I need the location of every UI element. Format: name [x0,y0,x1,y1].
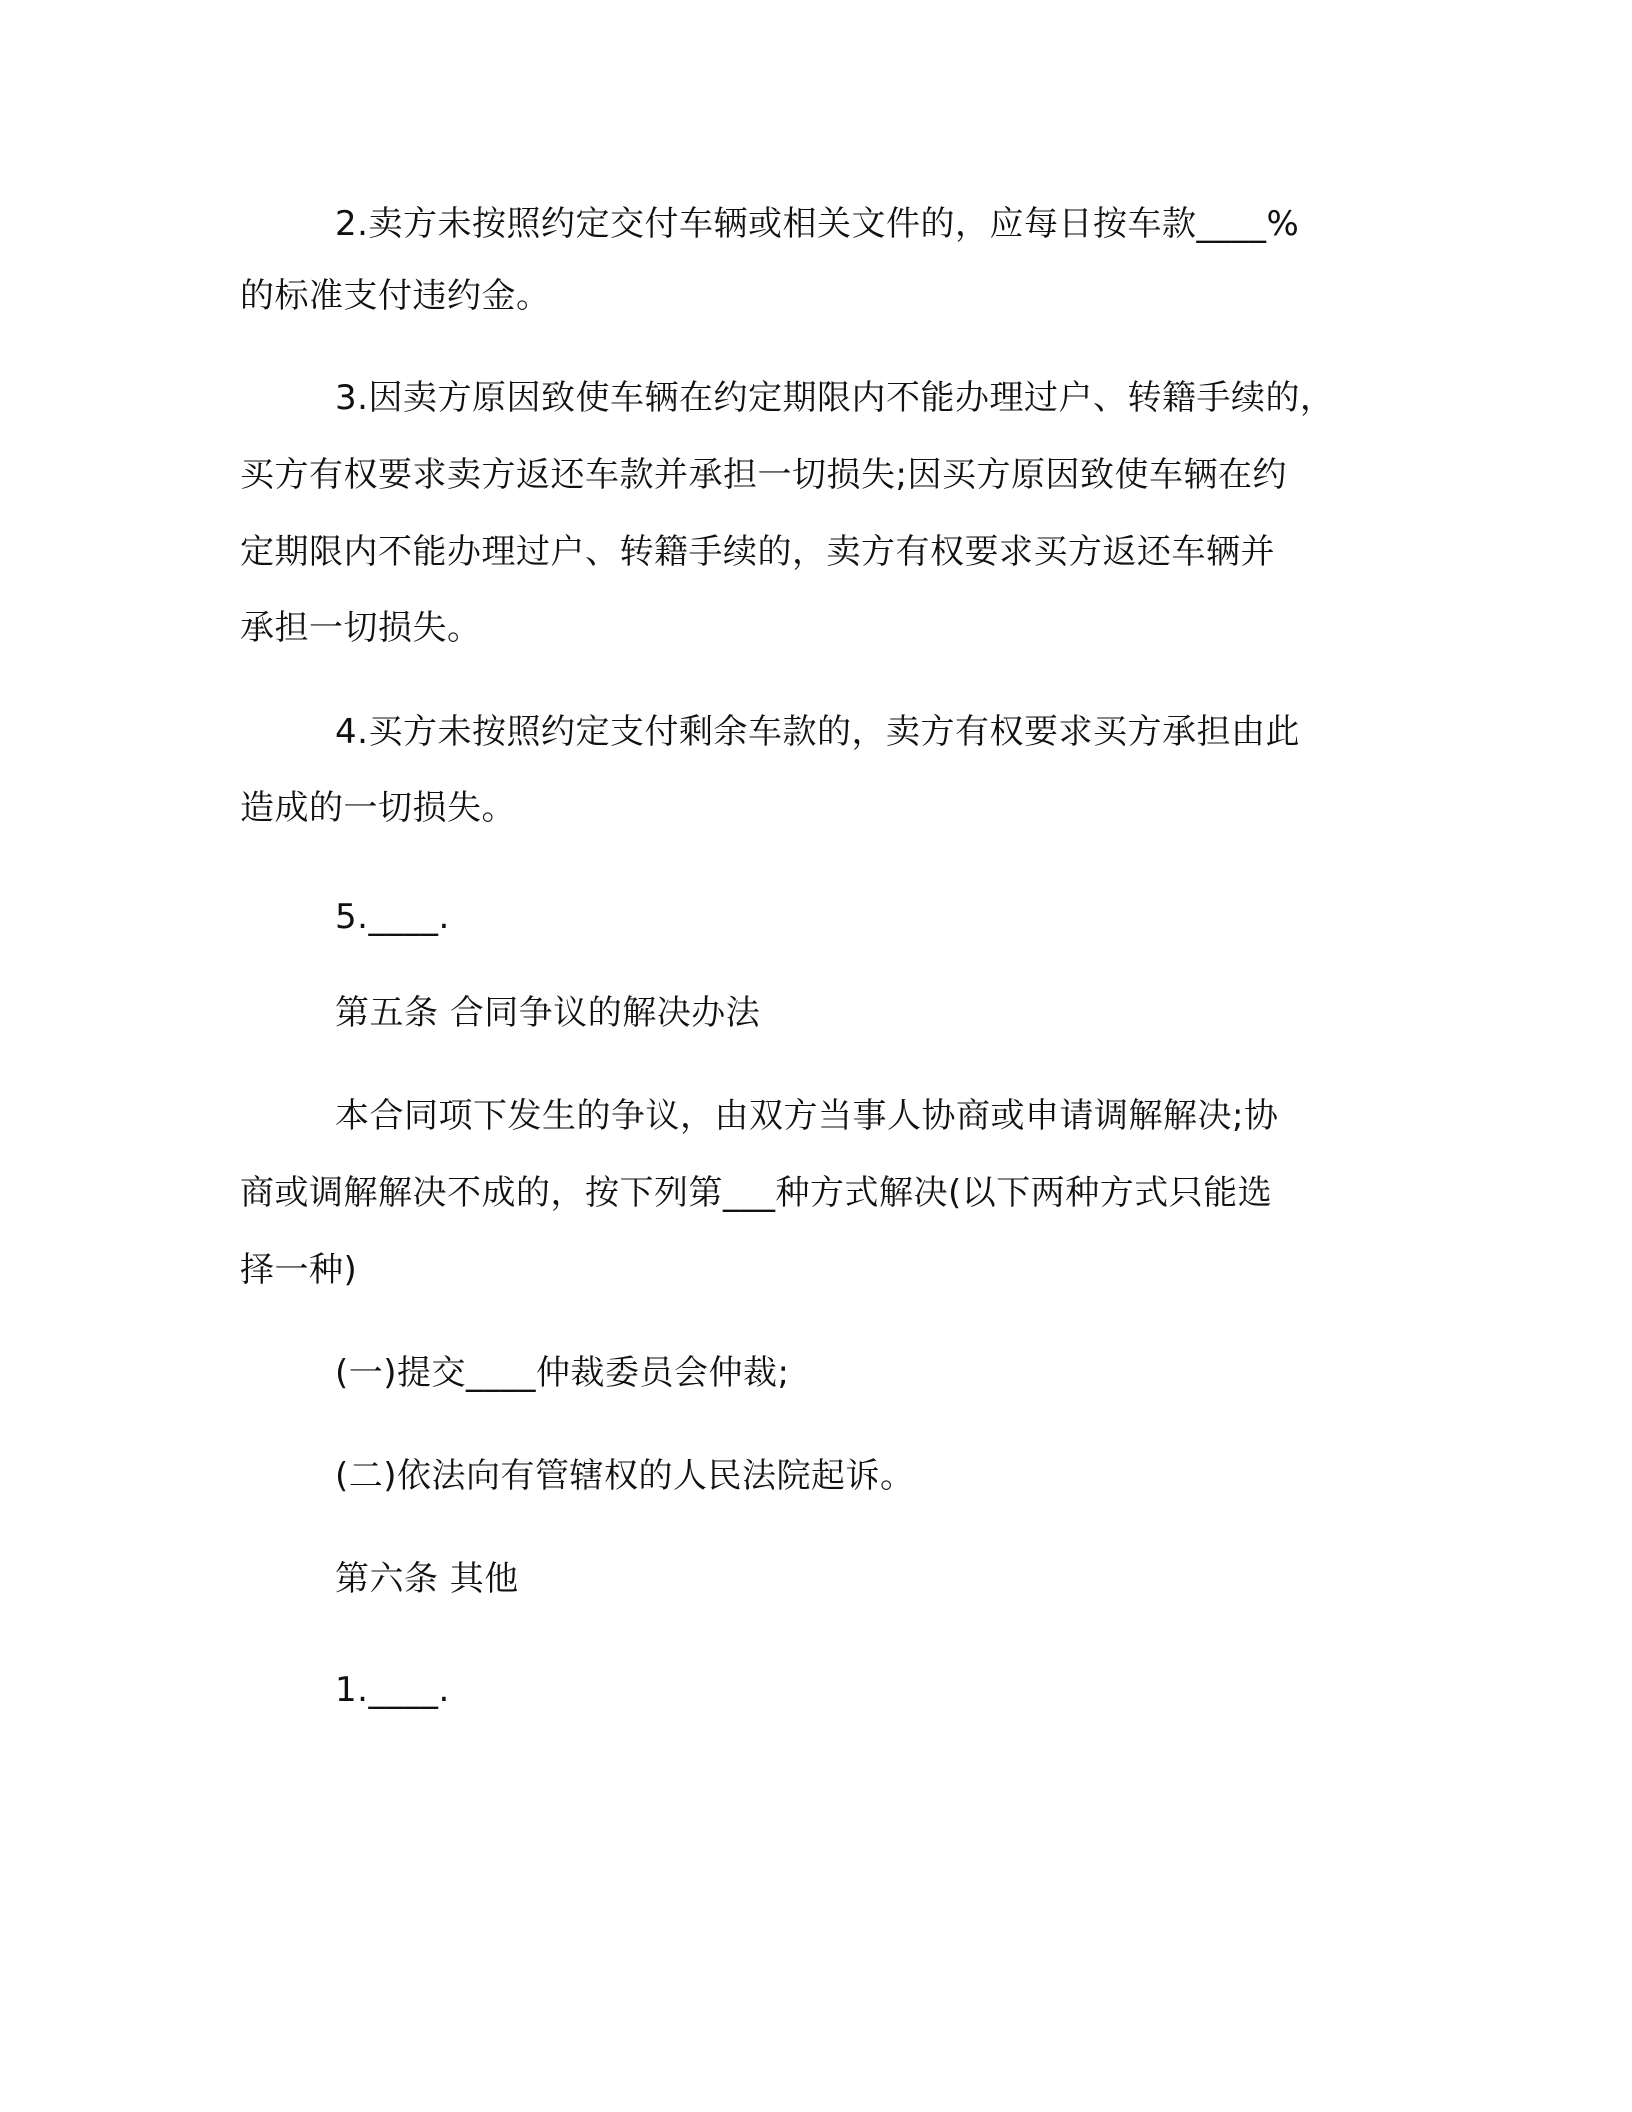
clause-4-item-4-line-1: 4.买方未按照约定支付剩余车款的，卖方有权要求买方承担由此 [335,712,1300,752]
article-5-para-line-3: 择一种) [240,1250,358,1290]
article-6-item-1: 1.____. [335,1670,450,1710]
article-6-heading: 第六条 其他 [335,1559,519,1599]
clause-4-item-5: 5.____. [335,897,450,937]
article-5-option-2: (二)依法向有管辖权的人民法院起诉。 [335,1456,915,1496]
article-5-heading: 第五条 合同争议的解决办法 [335,993,761,1033]
article-5-para-line-1: 本合同项下发生的争议，由双方当事人协商或申请调解解决;协 [335,1096,1279,1136]
article-5-option-1: (一)提交____仲裁委员会仲裁; [335,1353,790,1393]
clause-4-item-3-line-3: 定期限内不能办理过户、转籍手续的，卖方有权要求买方返还车辆并 [240,532,1275,572]
clause-4-item-2-line-2: 的标准支付违约金。 [240,276,551,316]
article-5-para-line-2: 商或调解解决不成的，按下列第___种方式解决(以下两种方式只能选 [240,1173,1273,1213]
clause-4-item-3-line-2: 买方有权要求卖方返还车款并承担一切损失;因买方原因致使车辆在约 [240,455,1287,495]
clause-4-item-2-line-1: 2.卖方未按照约定交付车辆或相关文件的，应每日按车款____% [335,204,1300,244]
clause-4-item-4-line-2: 造成的一切损失。 [240,788,516,828]
clause-4-item-3-line-4: 承担一切损失。 [240,608,482,648]
clause-4-item-3-line-1: 3.因卖方原因致使车辆在约定期限内不能办理过户、转籍手续的， [335,378,1335,418]
